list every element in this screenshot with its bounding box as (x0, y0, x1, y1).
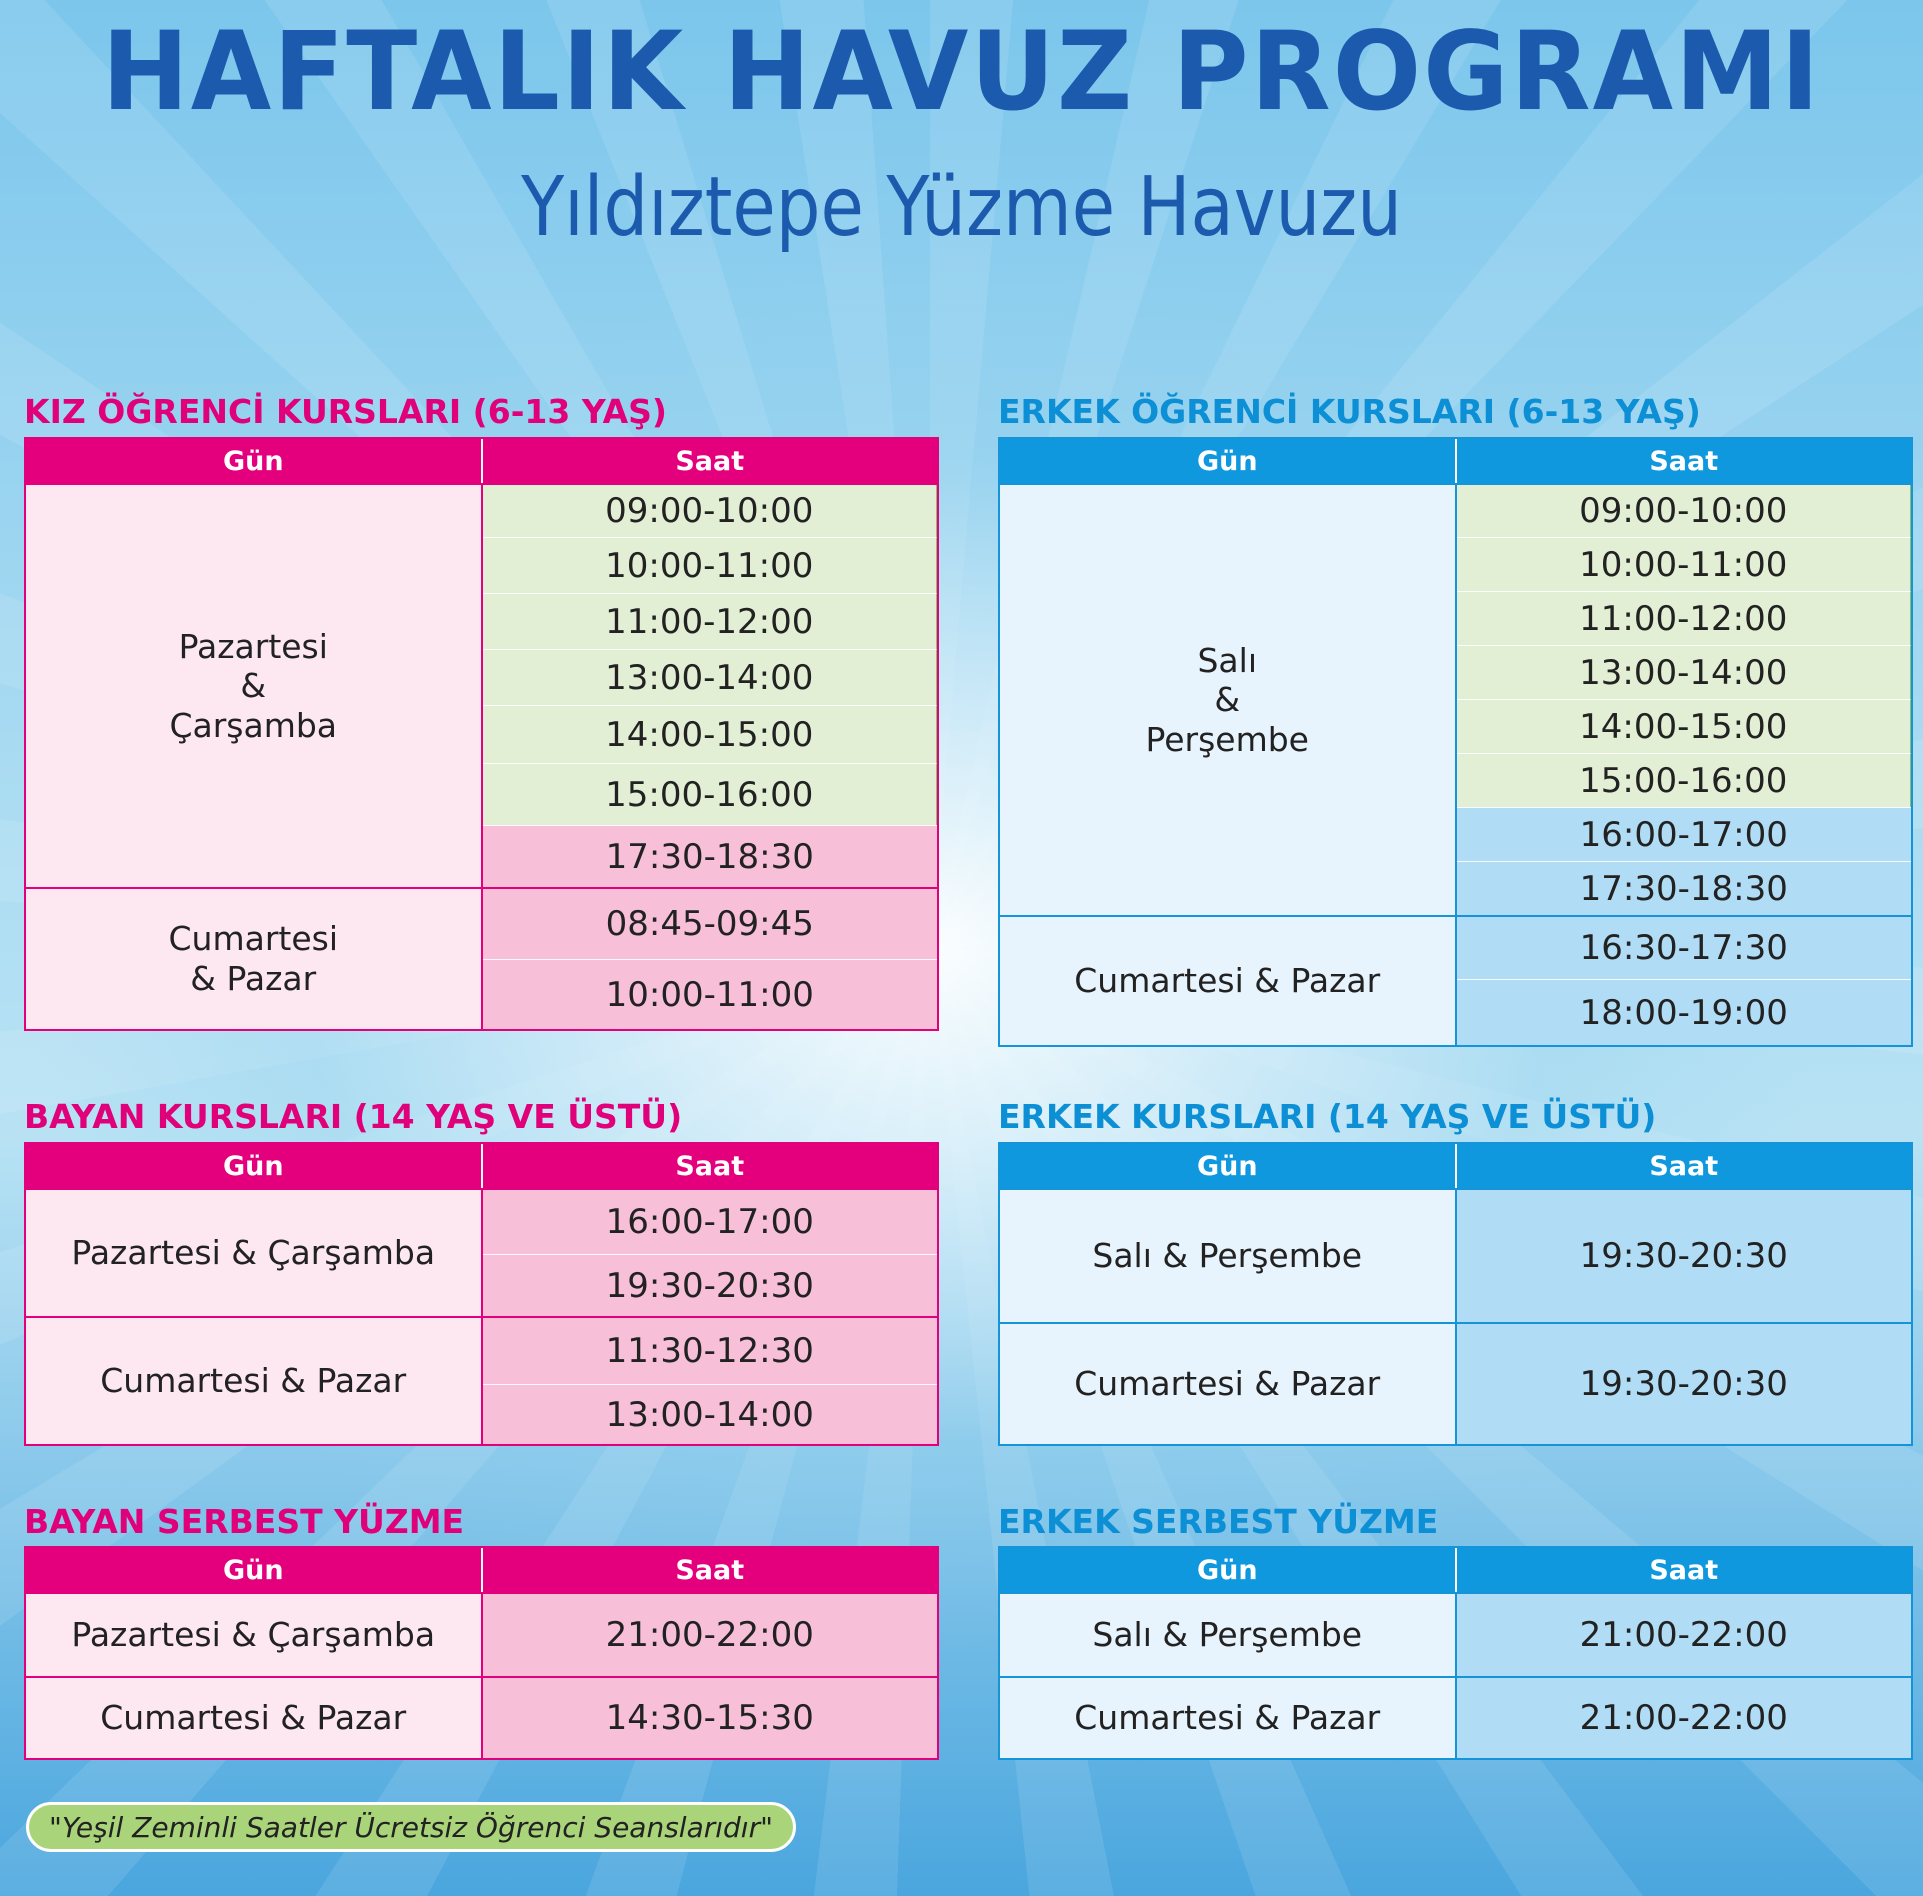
section-title: ERKEK KURSLARI (14 YAŞ VE ÜSTÜ) (998, 1097, 1657, 1136)
table-row-group (1000, 1592, 1911, 1676)
time-cell: 21:00-22:00 (483, 1594, 938, 1676)
day-cell: Cumartesi & Pazar (1000, 1678, 1457, 1758)
table-header (26, 1548, 937, 1592)
time-cell: 17:30-18:30 (483, 825, 938, 887)
time-cell: 16:30-17:30 (1457, 917, 1912, 979)
day-cell: Salı & Perşembe (1000, 1190, 1457, 1322)
section-title: BAYAN SERBEST YÜZME (24, 1502, 465, 1541)
time-cell: 19:30-20:30 (1457, 1324, 1912, 1444)
time-cell: 09:00-10:00 (483, 485, 938, 537)
time-cell: 21:00-22:00 (1457, 1678, 1912, 1758)
table-row-group (26, 483, 937, 887)
schedule-table (998, 1142, 1913, 1446)
header-day: Gün (26, 1144, 483, 1188)
table-row-group (1000, 1676, 1911, 1758)
time-column (483, 1594, 938, 1676)
time-cell: 16:00-17:00 (483, 1190, 938, 1254)
table-row-group (26, 1676, 937, 1758)
section-title: ERKEK ÖĞRENCİ KURSLARI (6-13 YAŞ) (998, 392, 1701, 431)
time-cell: 14:30-15:30 (483, 1678, 938, 1758)
table-row-group (26, 1188, 937, 1316)
day-cell: Pazartesi & Çarşamba (26, 1190, 483, 1316)
schedule-table (998, 1546, 1913, 1760)
table-row-group (1000, 1322, 1911, 1444)
day-cell: Salı & Perşembe (1000, 1594, 1457, 1676)
time-column (1457, 1678, 1912, 1758)
header-day: Gün (1000, 439, 1457, 483)
schedule-table (998, 437, 1913, 1047)
time-column (483, 1318, 938, 1444)
time-column (1457, 917, 1912, 1045)
time-cell: 14:00-15:00 (483, 705, 938, 763)
header-time: Saat (1457, 439, 1912, 483)
day-cell: Salı & Perşembe (1000, 485, 1457, 915)
schedule-table (24, 1546, 939, 1760)
time-cell: 10:00-11:00 (483, 537, 938, 593)
day-cell: Cumartesi & Pazar (1000, 1324, 1457, 1444)
time-column (483, 485, 938, 887)
time-column (1457, 1594, 1912, 1676)
time-cell: 18:00-19:00 (1457, 979, 1912, 1045)
header-time: Saat (483, 1548, 938, 1592)
time-cell: 14:00-15:00 (1457, 699, 1912, 753)
table-row-group (1000, 915, 1911, 1045)
time-cell: 19:30-20:30 (483, 1254, 938, 1316)
header-time: Saat (1457, 1548, 1912, 1592)
time-cell: 17:30-18:30 (1457, 861, 1912, 915)
time-cell: 13:00-14:00 (483, 1384, 938, 1444)
time-cell: 15:00-16:00 (483, 763, 938, 825)
header-time: Saat (483, 439, 938, 483)
section-title: BAYAN KURSLARI (14 YAŞ VE ÜSTÜ) (24, 1097, 683, 1136)
table-row-group (1000, 1188, 1911, 1322)
schedule-table (24, 437, 939, 1031)
table-row-group (1000, 483, 1911, 915)
section-title: KIZ ÖĞRENCİ KURSLARI (6-13 YAŞ) (24, 392, 667, 431)
time-column (483, 889, 938, 1029)
time-cell: 11:00-12:00 (1457, 591, 1912, 645)
day-cell: Pazartesi & Çarşamba (26, 485, 483, 887)
time-column (1457, 485, 1912, 915)
day-cell: Cumartesi & Pazar (26, 1318, 483, 1444)
day-cell: Pazartesi & Çarşamba (26, 1594, 483, 1676)
time-cell: 21:00-22:00 (1457, 1594, 1912, 1676)
day-cell: Cumartesi & Pazar (26, 1678, 483, 1758)
time-column (1457, 1324, 1912, 1444)
time-cell: 10:00-11:00 (1457, 537, 1912, 591)
time-column (483, 1678, 938, 1758)
time-cell: 11:00-12:00 (483, 593, 938, 649)
schedule-table (24, 1142, 939, 1446)
time-cell: 09:00-10:00 (1457, 485, 1912, 537)
time-column (1457, 1190, 1912, 1322)
table-row-group (26, 1316, 937, 1444)
day-cell: Cumartesi & Pazar (1000, 917, 1457, 1045)
time-cell: 13:00-14:00 (483, 649, 938, 705)
day-cell: Cumartesi & Pazar (26, 889, 483, 1029)
page-subtitle: Yıldıztepe Yüzme Havuzu (521, 160, 1402, 255)
table-header (26, 1144, 937, 1188)
header-day: Gün (26, 439, 483, 483)
table-row-group (26, 1592, 937, 1676)
header-time: Saat (1457, 1144, 1912, 1188)
header-time: Saat (483, 1144, 938, 1188)
header-day: Gün (1000, 1144, 1457, 1188)
time-cell: 11:30-12:30 (483, 1318, 938, 1384)
page-title: HAFTALIK HAVUZ PROGRAMI (101, 6, 1822, 136)
time-cell: 16:00-17:00 (1457, 807, 1912, 861)
table-header (1000, 1548, 1911, 1592)
time-cell: 19:30-20:30 (1457, 1190, 1912, 1322)
time-cell: 13:00-14:00 (1457, 645, 1912, 699)
table-header (1000, 439, 1911, 483)
table-header (1000, 1144, 1911, 1188)
section-title: ERKEK SERBEST YÜZME (998, 1502, 1439, 1541)
time-cell: 08:45-09:45 (483, 889, 938, 959)
time-cell: 15:00-16:00 (1457, 753, 1912, 807)
header-day: Gün (1000, 1548, 1457, 1592)
table-header (26, 439, 937, 483)
time-cell: 10:00-11:00 (483, 959, 938, 1029)
footnote-badge: "Yeşil Zeminli Saatler Ücretsiz Öğrenci Seanslarıdır" (26, 1802, 796, 1852)
time-column (483, 1190, 938, 1316)
table-row-group (26, 887, 937, 1029)
header-day: Gün (26, 1548, 483, 1592)
